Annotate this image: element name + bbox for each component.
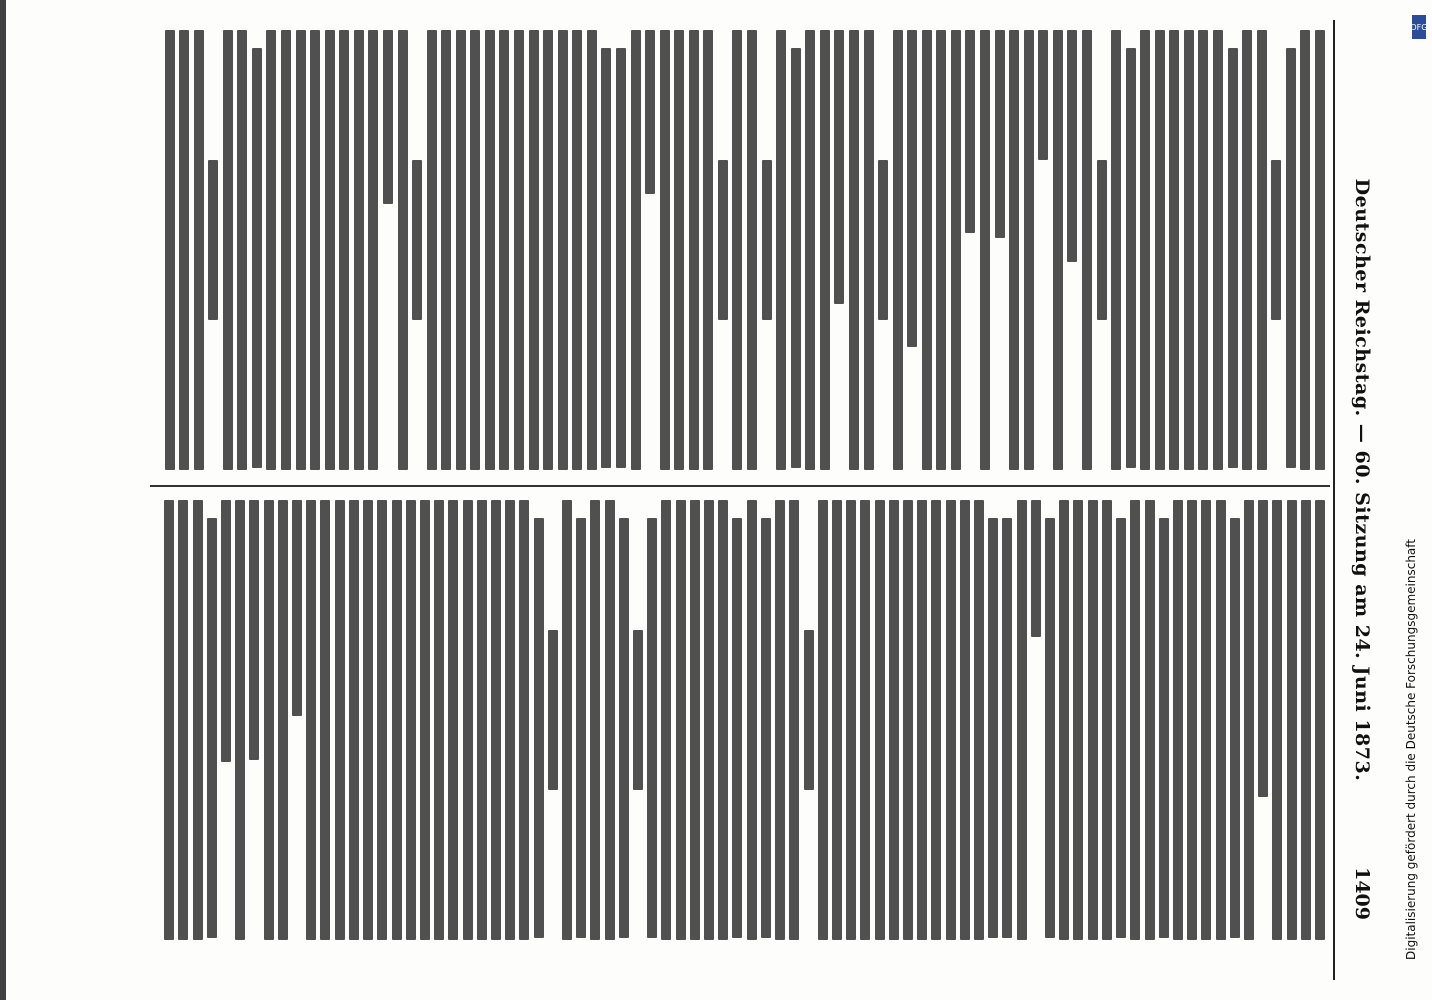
text-line: [1045, 518, 1055, 938]
text-line: [296, 30, 306, 470]
text-line: [1258, 500, 1268, 797]
text-line: [193, 500, 203, 940]
text-line: [1082, 30, 1092, 470]
text-line: [427, 30, 437, 470]
column-divider: [150, 485, 1330, 487]
text-line: [252, 48, 262, 468]
text-line: [587, 30, 597, 470]
text-line: [491, 500, 501, 940]
text-line: [505, 500, 515, 940]
text-line: [1116, 518, 1126, 938]
text-line: [674, 30, 684, 470]
text-line: [1088, 500, 1098, 940]
text-line: [1199, 30, 1209, 470]
text-line: [676, 500, 686, 940]
text-line: [572, 30, 582, 470]
text-line: [966, 30, 976, 233]
text-line: [660, 30, 670, 470]
text-line: [761, 518, 771, 938]
text-line: [1300, 30, 1310, 470]
text-line: [791, 48, 801, 468]
text-line: [951, 30, 961, 470]
scan-edge: [0, 0, 6, 1000]
text-line: [383, 30, 393, 204]
text-line: [1216, 500, 1226, 940]
text-line: [775, 500, 785, 940]
text-line: [207, 518, 217, 938]
text-line: [931, 500, 941, 940]
text-line: [1213, 30, 1223, 470]
text-line: [448, 500, 458, 940]
text-line: [237, 30, 247, 470]
text-line: [1017, 500, 1027, 940]
text-line: [441, 30, 451, 470]
text-line: [398, 30, 408, 470]
text-line: [1031, 500, 1041, 637]
header-rule: [1333, 20, 1335, 980]
text-line: [1286, 48, 1296, 468]
text-line: [605, 500, 615, 940]
text-line: [1173, 500, 1183, 940]
text-line: [434, 500, 444, 940]
text-line: [310, 30, 320, 470]
text-line: [1244, 500, 1254, 940]
text-line: [860, 500, 870, 940]
digitization-credit: [1392, 20, 1418, 980]
text-line: [1140, 30, 1150, 470]
text-line: [922, 30, 932, 470]
text-line: [1201, 500, 1211, 940]
text-line: [974, 500, 984, 940]
text-line: [1271, 160, 1281, 320]
dfg-logo: DFG: [1412, 15, 1426, 39]
text-line: [980, 30, 990, 470]
text-line: [1187, 500, 1197, 940]
text-line: [1073, 500, 1083, 940]
text-line: [534, 518, 544, 938]
text-line: [619, 518, 629, 938]
text-line: [703, 30, 713, 470]
text-line: [1315, 500, 1325, 940]
text-line: [832, 500, 842, 940]
text-line: [1053, 30, 1063, 470]
text-line: [267, 30, 277, 470]
text-line: [1130, 500, 1140, 940]
text-line: [1126, 48, 1136, 468]
text-line: [718, 160, 728, 320]
text-line: [1315, 30, 1325, 470]
text-line: [339, 30, 349, 470]
text-line: [1228, 48, 1238, 468]
text-line: [805, 30, 815, 470]
text-line: [178, 500, 188, 940]
text-line: [292, 500, 302, 716]
text-line: [235, 500, 245, 940]
text-line: [995, 30, 1005, 238]
left-column: [155, 30, 1325, 470]
text-line: [590, 500, 600, 940]
text-line: [529, 30, 539, 470]
right-column: [155, 500, 1325, 940]
text-line: [689, 30, 699, 470]
text-line: [349, 500, 359, 940]
text-line: [633, 630, 643, 790]
text-line: [849, 30, 859, 470]
text-line: [576, 518, 586, 938]
text-line: [1067, 30, 1077, 262]
text-line: [647, 518, 657, 938]
text-line: [179, 30, 189, 470]
text-line: [1002, 518, 1012, 938]
text-line: [1169, 30, 1179, 470]
text-line: [1009, 30, 1019, 470]
text-line: [519, 500, 529, 940]
text-line: [412, 160, 422, 320]
text-line: [278, 500, 288, 940]
text-line: [1257, 30, 1267, 470]
text-line: [875, 500, 885, 940]
text-line: [562, 500, 572, 940]
text-line: [907, 30, 917, 347]
text-line: [1301, 500, 1311, 940]
text-line: [1159, 518, 1169, 938]
text-line: [392, 500, 402, 940]
text-line: [601, 48, 611, 468]
text-line: [631, 30, 641, 470]
text-line: [164, 500, 174, 940]
text-line: [558, 30, 568, 470]
text-line: [1059, 500, 1069, 940]
text-line: [221, 500, 231, 762]
text-line: [354, 30, 364, 470]
text-line: [889, 500, 899, 940]
text-line: [1242, 30, 1252, 470]
text-line: [420, 500, 430, 940]
text-line: [335, 500, 345, 940]
text-line: [165, 30, 175, 470]
text-line: [1145, 500, 1155, 940]
text-line: [936, 30, 946, 470]
text-line: [818, 500, 828, 940]
text-line: [249, 500, 259, 760]
text-line: [264, 500, 274, 940]
text-line: [194, 30, 204, 470]
text-line: [456, 30, 466, 470]
text-line: [306, 500, 316, 940]
text-line: [864, 30, 874, 470]
page-header: [1333, 30, 1373, 930]
text-line: [988, 518, 998, 938]
text-line: [1184, 30, 1194, 470]
text-line: [223, 30, 233, 470]
text-line: [543, 30, 553, 470]
text-line: [661, 500, 671, 940]
text-line: [514, 30, 524, 470]
text-line: [946, 500, 956, 940]
text-line: [208, 160, 218, 320]
text-line: [645, 30, 655, 194]
text-line: [960, 500, 970, 940]
text-line: [718, 500, 728, 940]
text-line: [500, 30, 510, 470]
text-line: [804, 630, 814, 790]
text-line: [548, 630, 558, 790]
page-number: 1409: [1351, 867, 1373, 920]
text-line: [878, 160, 888, 320]
text-line: [1024, 30, 1034, 470]
text-line: [1111, 30, 1121, 470]
text-line: [470, 30, 480, 470]
text-line: [325, 30, 335, 470]
text-line: [1038, 30, 1048, 160]
text-line: [917, 500, 927, 940]
text-line: [733, 30, 743, 470]
text-line: [1272, 500, 1282, 940]
text-line: [762, 160, 772, 320]
text-line: [281, 30, 291, 470]
text-line: [789, 500, 799, 940]
text-line: [776, 30, 786, 470]
text-line: [368, 30, 378, 470]
text-line: [690, 500, 700, 940]
text-line: [846, 500, 856, 940]
text-line: [406, 500, 416, 940]
text-line: [485, 30, 495, 470]
text-line: [463, 500, 473, 940]
text-line: [820, 30, 830, 470]
text-line: [1102, 500, 1112, 940]
text-line: [903, 500, 913, 940]
text-line: [747, 30, 757, 470]
text-line: [321, 500, 331, 940]
text-line: [616, 48, 626, 468]
text-line: [747, 500, 757, 940]
text-line: [834, 30, 844, 304]
text-line: [704, 500, 714, 940]
text-line: [1230, 518, 1240, 938]
text-line: [893, 30, 903, 470]
text-line: [477, 500, 487, 940]
page-title: Deutscher Reichstag. — 60. Sitzung am 24. Juni 1873.: [1351, 178, 1373, 782]
text-line: [363, 500, 373, 940]
text-line: [377, 500, 387, 940]
credit-text: Digitalisierung gefördert durch die Deutsche Forschungsgemeinschaft: [1404, 538, 1418, 960]
rotated-page: [85, 0, 1425, 990]
text-line: [1155, 30, 1165, 470]
text-line: [1287, 500, 1297, 940]
text-line: [1097, 160, 1107, 320]
text-line: [733, 518, 743, 938]
